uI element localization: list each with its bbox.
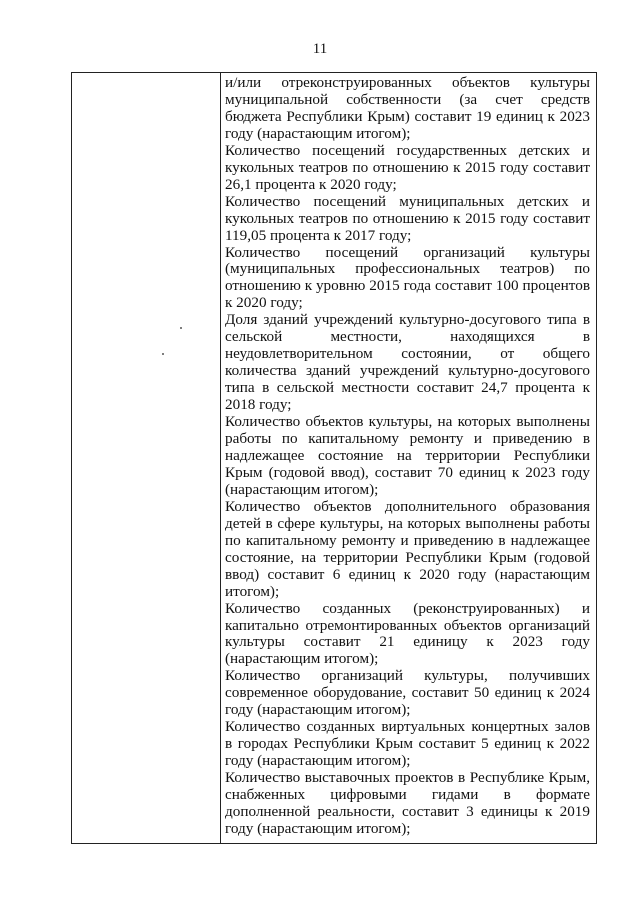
column-divider	[220, 73, 221, 843]
paragraph-professional-theatre-visits: Количество посещений организаций культуры (муниципальных профессиональных театров) по отношению к уровню 2015 года составит 100 процентов к 2020 году;	[225, 243, 590, 312]
paragraph-modern-equipment: Количество организаций культуры, получивших современное оборудование, составит 50 единиц к 2024 году (нарастающим итогом);	[225, 667, 590, 719]
indicators-cell	[225, 75, 590, 838]
paragraph-exhibition-projects: Количество выставочных проектов в Республике Крым, снабженных цифровыми гидами в формате дополненной реальности, составит 3 единицы к 2019 году (нарастающим итогом);	[225, 769, 590, 837]
paragraph-additional-education-objects: Количество объектов дополнительного образования детей в сфере культуры, на которых выполнены работы по капитальному ремонту и приведению в надлежащее состояние, на территории Республики Крым (годовой ввод) составит 6 единиц к 2020 году (нарастающим итогом);	[225, 497, 590, 600]
paragraph-repaired-culture-objects: Количество объектов культуры, на которых выполнены работы по капитальному ремонту и приведению в надлежащее состояние на территории Республики Крым (годовой ввод), составит 70 единиц к 2023 году (нарастающим итогом);	[225, 413, 590, 498]
paragraph-state-theatre-visits: Количество посещений государственных детских и кукольных театров по отношению к 2015 году составит 26,1 процента к 2020 году;	[225, 141, 590, 193]
document-table	[71, 72, 597, 844]
scan-speck	[162, 353, 164, 355]
paragraph-created-culture-objects: Количество созданных (реконструированных) и капитально отремонтированных объектов организаций культуры составит 21 единицу к 2023 году (нарастающим итогом);	[225, 599, 590, 668]
paragraph-rural-buildings-share: Доля зданий учреждений культурно-досугового типа в сельской местности, находящихся в неудовлетворительном состоянии, от общего количества зданий учреждений культурно-досугового типа в сельской местности составит 24,7 процента к 2018 году;	[225, 311, 590, 414]
paragraph-municipal-theatre-visits: Количество посещений муниципальных детских и кукольных театров по отношению к 2015 году составит 119,05 процента к 2017 году;	[225, 192, 590, 244]
paragraph-reconstructed-objects: и/или отреконструированных объектов культуры муниципальной собственности (за счет средств бюджета Республики Крым) составит 19 единиц к 2023 году (нарастающим итогом);	[225, 74, 590, 142]
paragraph-virtual-concert-halls: Количество созданных виртуальных концертных залов в городах Республики Крым составит 5 единиц к 2022 году (нарастающим итогом);	[225, 718, 590, 770]
page-number: 11	[312, 41, 328, 57]
scan-speck	[180, 327, 182, 329]
